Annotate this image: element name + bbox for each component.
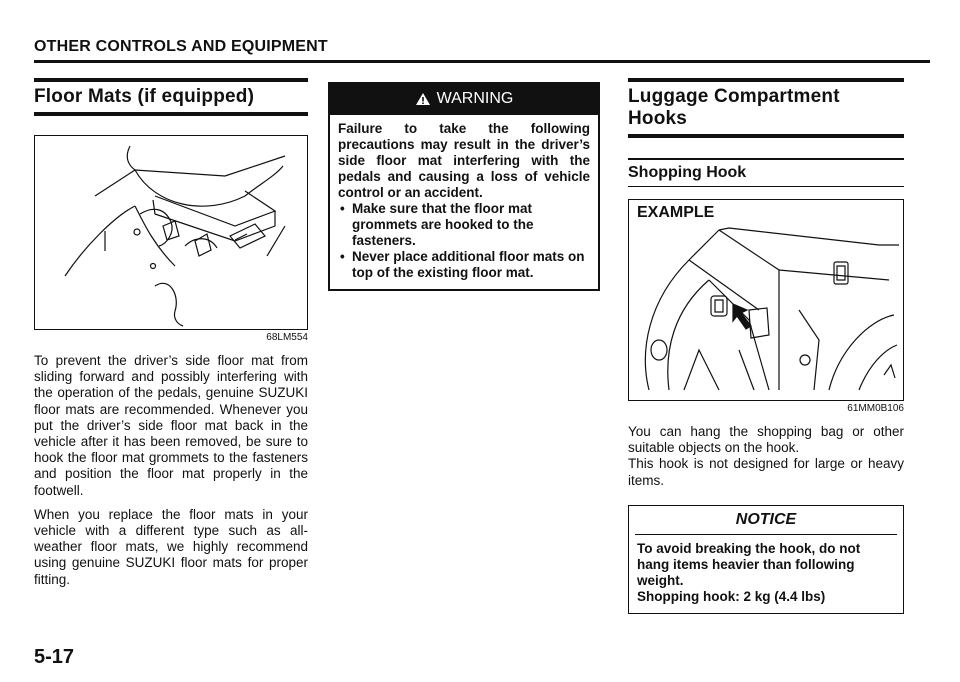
warning-list [338,201,590,281]
section-rule-top [628,78,904,82]
warning-item: • Never place additional floor mats on top of the existing floor mat. [352,249,590,281]
floor-mat-illustration [35,136,307,327]
luggage-paragraph-2: This hook is not designed for large or heavy items. [628,456,904,488]
luggage-title: Luggage Compartment Hooks [628,86,840,129]
notice-heading: NOTICE [635,506,897,535]
luggage-section [628,70,904,614]
floor-mat-figure [34,135,308,330]
luggage-paragraph-1: You can hang the shopping bag or other suitable objects on the hook. [628,424,904,456]
shopping-hook-figure [628,199,904,401]
floor-mats-paragraph-1: To prevent the driver’s side floor mat from sliding forward and possibly interfering with the operation of the pedals, genuine SUZUKI floor mats are recommended. Whenever you put the driver’s side floor mat back in the vehicle after it has been removed, be sure to hook the floor mat grommets to the fasteners and position the floor mat properly in the footwell. [34,353,308,498]
section-rule-bottom [628,134,904,138]
notice-line-2: Shopping hook: 2 kg (4.4 lbs) [637,588,826,604]
warning-box [328,82,600,291]
subsection-rule-bottom [628,186,904,188]
luggage-illustration [629,200,903,398]
warning-intro: Failure to take the following precautions may result in the driver’s side floor mat interfering with the pedals and causing a loss of vehicle control or an accident. [338,121,590,200]
notice-line-1: To avoid breaking the hook, do not hang items heavier than following weight. [637,540,861,588]
section-rule-top [34,78,308,82]
header-rule [34,60,930,63]
section-rule-bottom [34,112,308,116]
floor-mats-title: Floor Mats (if equipped) [34,86,255,107]
floor-mats-paragraph-2: When you replace the floor mats in your vehicle with a different type such as all-weather floor mats, we highly recommend using genuine SUZUKI floor mats for proper fitting. [34,506,308,587]
page-number: 5-17 [34,646,75,668]
warning-section [328,70,600,291]
warning-heading [330,84,598,115]
example-label: EXAMPLE [637,204,715,221]
warning-body [330,115,598,289]
notice-body [629,535,903,613]
warning-item: • Make sure that the floor mat grommets are hooked to the fasteners. [352,201,590,249]
subsection-rule-top [628,158,904,160]
shopping-hook-figure-code: 61MM0B106 [847,403,904,414]
notice-box [628,505,904,614]
page-header: OTHER CONTROLS AND EQUIPMENT [34,38,328,55]
shopping-hook-title: Shopping Hook [628,163,747,181]
warning-triangle-icon [415,92,431,106]
warning-heading-text: WARNING [436,90,514,107]
floor-mats-section [34,70,308,588]
floor-mat-figure-code: 68LM554 [266,332,308,343]
